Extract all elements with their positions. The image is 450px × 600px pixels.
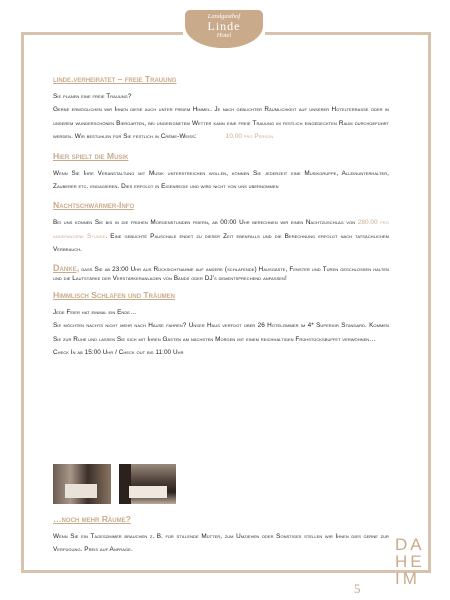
logo-badge xyxy=(185,10,263,48)
room-photo-1 xyxy=(53,464,111,504)
trauung-intro: Sie planen eine freie Trauung? xyxy=(53,93,132,100)
section-title-nacht: Nachtschwärmer-Info xyxy=(53,200,135,211)
trauung-price: 10,00 pro Person xyxy=(225,133,274,141)
musik-text: Wenn Sie Ihre Veranstaltung mit Musik unterstreichen wollen, können Sie jederzeit eine Musikgruppe, Alleinunterhalter, Zauberer etc. engagieren. Dies erfolgt in Eigenregie und wird nicht von uns übernommen xyxy=(53,169,389,191)
daheim-line-2: HE xyxy=(395,552,425,571)
raeume-text: Wenn Sie ein Tageszimmer brauchen z. B. für stillende Mütter, zum Umziehen oder Sonstiges stellen wir Ihnen dies gerne zur Verfügung. Preis auf Anfrage. xyxy=(53,533,389,554)
nacht-text xyxy=(53,216,389,256)
section-title-schlafen: Himmlisch Schlafen und Träumen xyxy=(53,290,176,301)
room-photo-2 xyxy=(119,464,176,504)
danke-text xyxy=(53,264,389,283)
logo xyxy=(183,8,265,52)
trauung-body: Gerne ermöglichen wir Ihnen diese auch unter freiem Himmel. Je nach gebuchter Räumlichkeit auf unserer Hotelterrasse oder in unserem wunderschönen Biergarten, bei ungeeignetem Wetter kann eine freie Trauung im festlich eingedeckten Raum durchgeführt werden. Wir bestuhlen für Sie festlich in Crême-Weiß: xyxy=(53,106,389,141)
daheim-line-1: DA xyxy=(395,535,425,554)
more-rooms-section xyxy=(53,514,389,557)
daheim-brand xyxy=(395,536,435,587)
schlafen-intro: Jede Feier hat einmal ein Ende… xyxy=(53,309,137,317)
main-content xyxy=(53,74,389,360)
section-title-trauung: linde.verheiratet – freie Trauung xyxy=(53,74,177,84)
page-number: 5 xyxy=(354,581,361,596)
trauung-text xyxy=(53,103,389,143)
logo-line-1: Landgasthof xyxy=(207,13,241,20)
schlafen-text: Sie möchten nachts nicht mehr nach Hause fahren? Unser Haus verfügt über 26 Hotelzimmer im 4* Superior Standard. Kommen Sie zur Ruhe und lassen Sie sich mit Ihren Gästen am nächsten Morgen mit einem reichhaltigen Frühstücksbuffet verwöhnen… xyxy=(53,322,389,343)
danke-lead: Danke, xyxy=(53,262,80,273)
nacht-text-a: Bei uns können Sie bis in die frühen Morgenstunden feiern, ab 00:00 Uhr berechnen wir einen Nachtzuschlag von xyxy=(53,219,356,227)
nacht-price: 280.00 pro angefangene Stunde xyxy=(53,219,389,240)
danke-body: dass Sie ab 23:00 Uhr aus Rücksichtnahme auf andere (schlafende) Hausgäste, Fenster und Türen geschlossen halten und die Lautstärke der Verstärkeranlagen von Bands oder DJ's dementsprechend anpassen! xyxy=(53,265,389,282)
section-title-raeume: …noch mehr Räume? xyxy=(53,514,131,524)
nacht-text-b: . Eine gebuchte Pauschale endet zu dieser Zeit ebenfalls und die Berechnung erfolgt nach tatsächlichem Verbrauch. xyxy=(53,232,389,254)
logo-line-2: Linde xyxy=(207,19,241,33)
checkin-text: Check In ab 15:00 Uhr / Check out bis 11:00 Uhr xyxy=(53,349,184,357)
daheim-line-3: IM xyxy=(395,569,420,588)
section-title-musik: Hier spielt die Musik xyxy=(53,150,129,161)
logo-line-3: Hotel xyxy=(216,32,232,39)
